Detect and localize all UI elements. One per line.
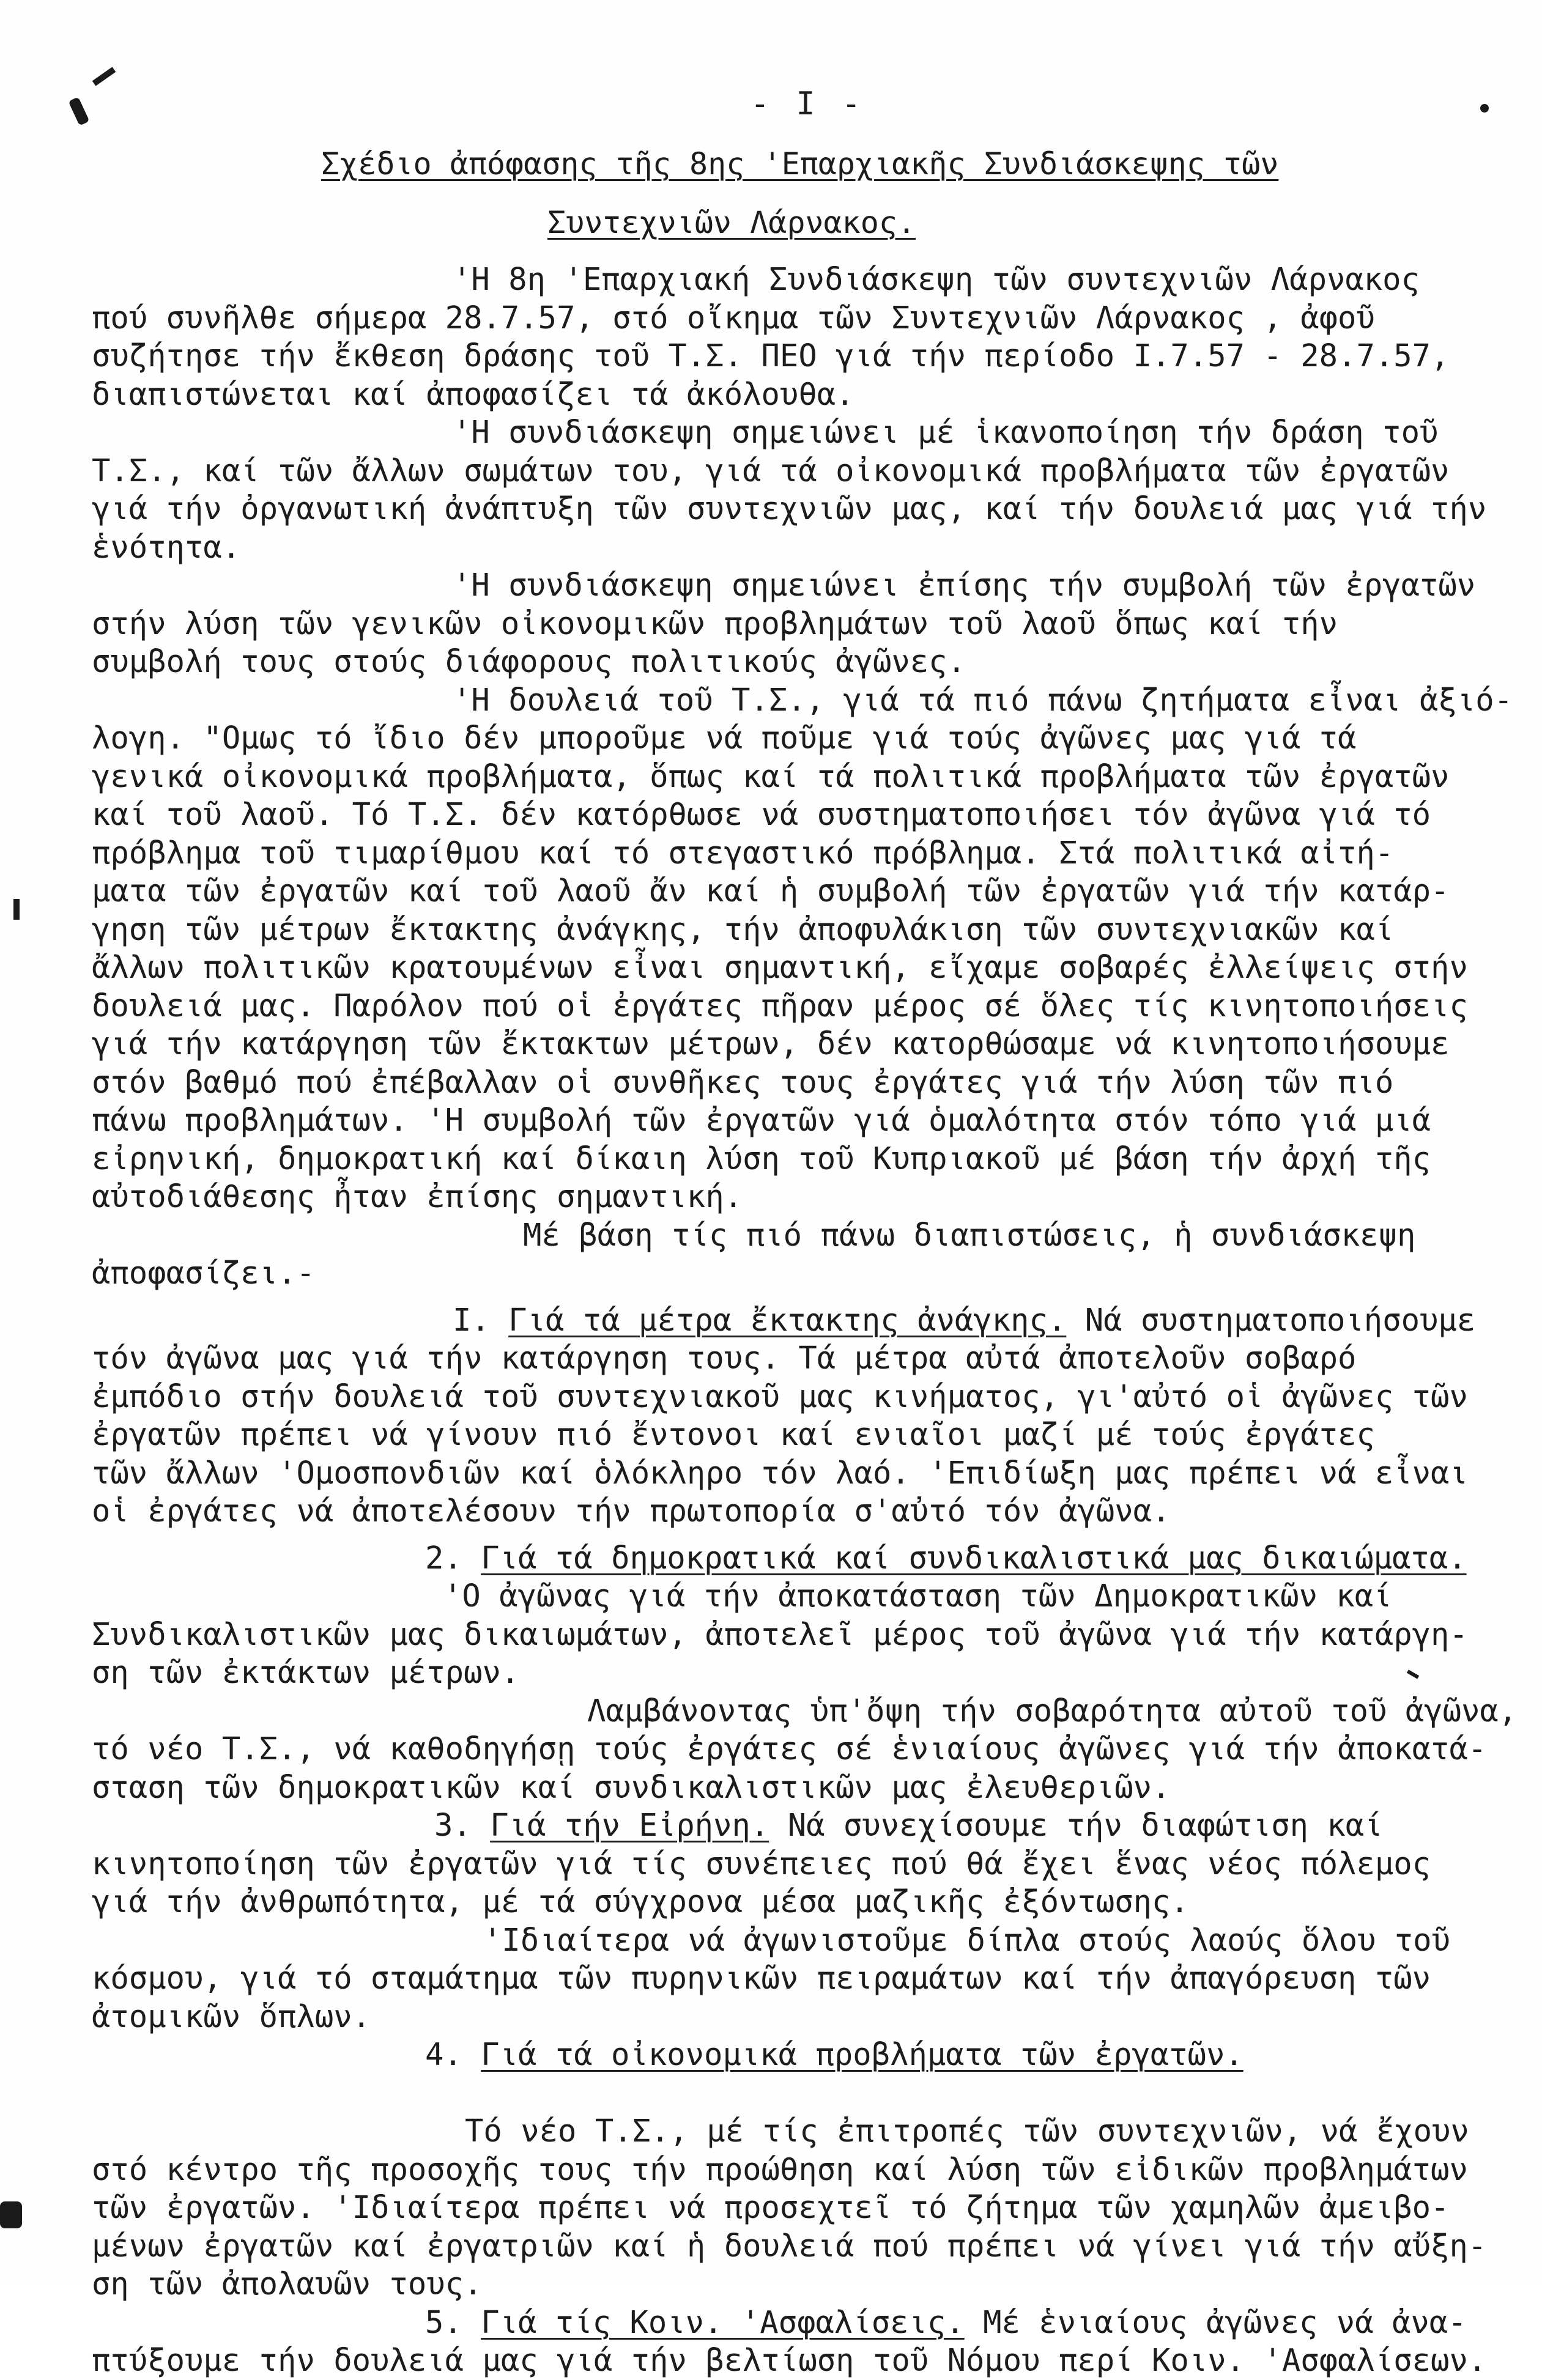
text-line: μένων ἐργατῶν καί ἐργατριῶν καί ἡ δουλειά πού πρέπει νά γίνει γιά τήν αὔξη- [92, 2227, 1487, 2264]
typewritten-text [92, 86, 1518, 2380]
text-line: ἑνότητα. [92, 528, 241, 565]
text-line: συζήτησε τήν ἔκθεση δράσης τοῦ Τ.Σ. ΠΕΟ γιά τήν περίοδο Ι.7.57 - 28.7.57, [92, 338, 1450, 374]
text-line: γιά τήν ὀργανωτική ἀνάπτυξη τῶν συντεχνιῶν μας, καί τήν δουλειά μας γιά τήν [92, 490, 1487, 527]
text-line: ἀποφασίζει.- [92, 1255, 315, 1291]
text-line: ἐμπόδιο στήν δουλειά τοῦ συντεχνιακοῦ μας κινήματος, γι'αὐτό οἱ ἀγῶνες τῶν [92, 1378, 1468, 1414]
text-line: Συνδικαλιστικῶν μας δικαιωμάτων, ἀποτελεῖ μέρος τοῦ ἀγῶνα γιά τήν κατάργη- [92, 1616, 1468, 1652]
text-line: πρόβλημα τοῦ τιμαρίθμου καί τό στεγαστικό πρόβλημα. Στά πολιτικά αἰτή- [92, 834, 1394, 871]
text-line: Τό νέο Τ.Σ., μέ τίς ἐπιτροπές τῶν συντεχνιῶν, νά ἔχουν [465, 2113, 1469, 2149]
section-heading: Γιά τά δημοκρατικά καί συνδικαλιστικά μας δικαιώματα. [481, 1539, 1467, 1576]
text-line: πού συνῆλθε σήμερα 28.7.57, στό οἴκημα τῶν Συντεχνιῶν Λάρνακος , ἀφοῦ [92, 299, 1375, 336]
text-line: τῶν ἄλλων 'Ομοσπονδιῶν καί ὁλόκληρο τόν λαό. 'Επιδίωξη μας πρέπει νά εἶναι [92, 1454, 1468, 1491]
text-line: ἀτομικῶν ὅπλων. [92, 1998, 371, 2034]
section-lead: Νά συνεχίσουμε τήν διαφώτιση καί [787, 1807, 1383, 1843]
text-line: πάνω προβλημάτων. 'Η συμβολή τῶν ἐργατῶν γιά ὁμαλότητα στόν τόπο γιά μιά [92, 1102, 1431, 1138]
section-4 [92, 2036, 1499, 2304]
section-number: 2. [425, 1539, 462, 1576]
text-line: εἰρηνική, δημοκρατική καί δίκαιη λύση τοῦ Κυπριακοῦ μέ βάση τήν ἀρχή τῆς [92, 1140, 1431, 1177]
text-line: διαπιστώνεται καί ἀποφασίζει τά ἀκόλουθα. [92, 375, 854, 412]
title-line-2: Συντεχνιῶν Λάρνακος. [547, 205, 916, 240]
section-heading-line [92, 2304, 1499, 2342]
text-line: ματα τῶν ἐργατῶν καί τοῦ λαοῦ ἄν καί ἡ συμβολή τῶν ἐργατῶν γιά τήν κατάρ- [92, 873, 1450, 909]
text-line: κόσμου, γιά τό σταμάτημα τῶν πυρηνικῶν πειραμάτων καί τήν ἀπαγόρευση τῶν [92, 1960, 1431, 1996]
section-heading-line [92, 1539, 1499, 1578]
scan-ink-mark [92, 67, 116, 86]
text-line: 'Η συνδιάσκεψη σημειώνει μέ ἱκανοποίηση τήν δράση τοῦ [453, 414, 1439, 450]
text-line: οἱ ἐργάτες νά ἀποτελέσουν τήν πρωτοπορία σ'αὐτό τόν ἀγῶνα. [92, 1493, 1171, 1529]
section-heading: Γιά τά οἰκονομικά προβλήματα τῶν ἐργατῶν. [481, 2036, 1244, 2072]
text-line: συμβολή τους στούς διάφορους πολιτικούς ἀγῶνες. [92, 643, 966, 679]
text-line: κινητοποίηση τῶν ἐργατῶν γιά τίς συνέπειες πού θά ἔχει ἕνας νέος πόλεμος [92, 1845, 1431, 1882]
section-2 [92, 1539, 1518, 1807]
text-line: γενικά οἰκονομικά προβλήματα, ὅπως καί τά πολιτικά προβλήματα τῶν ἐργατῶν [92, 758, 1450, 794]
text-line: τό νέο Τ.Σ., νά καθοδηγήσῃ τούς ἐργάτες σέ ἑνιαίους ἀγῶνες γιά τήν ἀποκατά- [92, 1731, 1487, 1767]
section-number: 4. [425, 2036, 462, 2072]
text-line: στόν βαθμό πού ἐπέβαλλαν οἱ συνθῆκες τους ἐργάτες γιά τήν λύση τῶν πιό [92, 1063, 1394, 1100]
text-line: 'Ο ἀγῶνας γιά τήν ἀποκατάσταση τῶν Δημοκρατικῶν καί [443, 1578, 1392, 1614]
section-heading: Γιά τήν Εἰρήνη. [490, 1807, 769, 1843]
section-lead: Νά συστηματοποιήσουμε [1084, 1301, 1476, 1338]
section-heading-line [92, 1301, 1499, 1340]
text-line: 'Η συνδιάσκεψη σημειώνει ἐπίσης τήν συμβολή τῶν ἐργατῶν [453, 567, 1476, 603]
text-line: πτύξουμε τήν δουλειά μας γιά τήν βελτίωση τοῦ Νόμου περί Κοιν. 'Ασφαλίσεων. [92, 2342, 1487, 2378]
text-line: αὐτοδιάθεσης ἦταν ἐπίσης σημαντική. [92, 1178, 743, 1214]
text-line: σταση τῶν δημοκρατικῶν καί συνδικαλιστικῶν μας ἐλευθεριῶν. [92, 1768, 1171, 1805]
text-line: τῶν ἐργατῶν. 'Ιδιαίτερα πρέπει νά προσεχτεῖ τό ζήτημα τῶν χαμηλῶν ἀμειβο- [92, 2189, 1450, 2225]
text-line: ση τῶν ἐκτάκτων μέτρων. [92, 1654, 520, 1690]
section-heading: Γιά τίς Κοιν. 'Ασφαλίσεις. [481, 2304, 965, 2340]
text-line: ση τῶν ἀπολαυῶν τους. [92, 2266, 483, 2302]
text-line: ἄλλων πολιτικῶν κρατουμένων εἶναι σημαντική, εἴχαμε σοβαρές ἐλλείψεις στήν [92, 949, 1468, 985]
text-line: στήν λύση τῶν γενικῶν οἰκονομικῶν προβλημάτων τοῦ λαοῦ ὅπως καί τήν [92, 605, 1338, 641]
text-line: στό κέντρο τῆς προσοχῆς τους τήν προώθηση καί λύση τῶν εἰδικῶν προβλημάτων [92, 2151, 1468, 2187]
section-heading-line [92, 2036, 1499, 2074]
section-heading: Γιά τά μέτρα ἔκτακτης ἀνάγκης. [508, 1301, 1067, 1338]
section-1 [92, 1301, 1499, 1531]
text-line: λογη. "Ομως τό ἴδιο δέν μποροῦμε νά ποῦμε γιά τούς ἀγῶνες μας γιά τά [92, 720, 1357, 756]
section-number: 3. [434, 1807, 472, 1843]
text-line: γιά τήν κατάργηση τῶν ἔκτακτων μέτρων, δέν κατορθώσαμε νά κινητοποιήσουμε [92, 1026, 1450, 1062]
scan-ink-mark [13, 899, 20, 920]
text-line: 'Ιδιαίτερα νά ἀγωνιστοῦμε δίπλα στούς λαούς ὅλου τοῦ [483, 1921, 1450, 1958]
section-3 [92, 1806, 1499, 2036]
text-line: καί τοῦ λαοῦ. Τό Τ.Σ. δέν κατόρθωσε νά συστηματοποιήσει τόν ἀγῶνα γιά τό [92, 796, 1431, 832]
text-line: δουλειά μας. Παρόλον πού οἱ ἐργάτες πῆραν μέρος σέ ὅλες τίς κινητοποιήσεις [92, 987, 1468, 1024]
preamble [92, 261, 1513, 1293]
text-line: Τ.Σ., καί τῶν ἄλλων σωμάτων του, γιά τά οἰκονομικά προβλήματα τῶν ἐργατῶν [92, 452, 1450, 489]
text-line: 'Η 8η 'Επαρχιακή Συνδιάσκεψη τῶν συντεχνιῶν Λάρνακος [453, 261, 1420, 297]
text-line: ἐργατῶν πρέπει νά γίνουν πιό ἔντονοι καί ενιαῖοι μαζί μέ τούς ἐργάτες [92, 1416, 1375, 1452]
text-line: γηση τῶν μέτρων ἔκτακτης ἀνάγκης, τήν ἀποφυλάκιση τῶν συντεχνιακῶν καί [92, 911, 1394, 947]
scan-ink-mark [69, 97, 90, 125]
section-5 [92, 2304, 1499, 2380]
text-line: γιά τήν ἀνθρωπότητα, μέ τά σύγχρονα μέσα μαζικῆς ἐξόντωσης. [92, 1883, 1189, 1920]
document-title [321, 135, 1499, 193]
text-line: Μέ βάση τίς πιό πάνω διαπιστώσεις, ἡ συνδιάσκεψη [523, 1216, 1416, 1253]
section-heading-line [92, 1806, 1499, 1845]
scan-ink-mark [0, 2201, 22, 2228]
section-number: 5. [425, 2304, 462, 2340]
text-line: τόν ἀγῶνα μας γιά τήν κατάργηση τους. Τά μέτρα αὐτά ἀποτελοῦν σοβαρό [92, 1340, 1357, 1376]
section-number: I. [453, 1301, 490, 1338]
title-line-1: Σχέδιο ἀπόφασης τῆς 8ης 'Επαρχιακῆς Συνδιάσκεψης τῶν [321, 146, 1279, 182]
page-number: - I - [750, 86, 865, 122]
section-lead: Μέ ἑνιαίους ἀγῶνες νά ἀνα- [983, 2304, 1467, 2340]
document-title-continued [547, 193, 1499, 252]
text-line: 'Η δουλειά τοῦ Τ.Σ., γιά τά πιό πάνω ζητήματα εἶναι ἀξιό- [453, 681, 1513, 718]
text-line: Λαμβάνοντας ὑπ'ὄψη τήν σοβαρότητα αὐτοῦ τοῦ ἀγῶνα, [587, 1692, 1518, 1729]
